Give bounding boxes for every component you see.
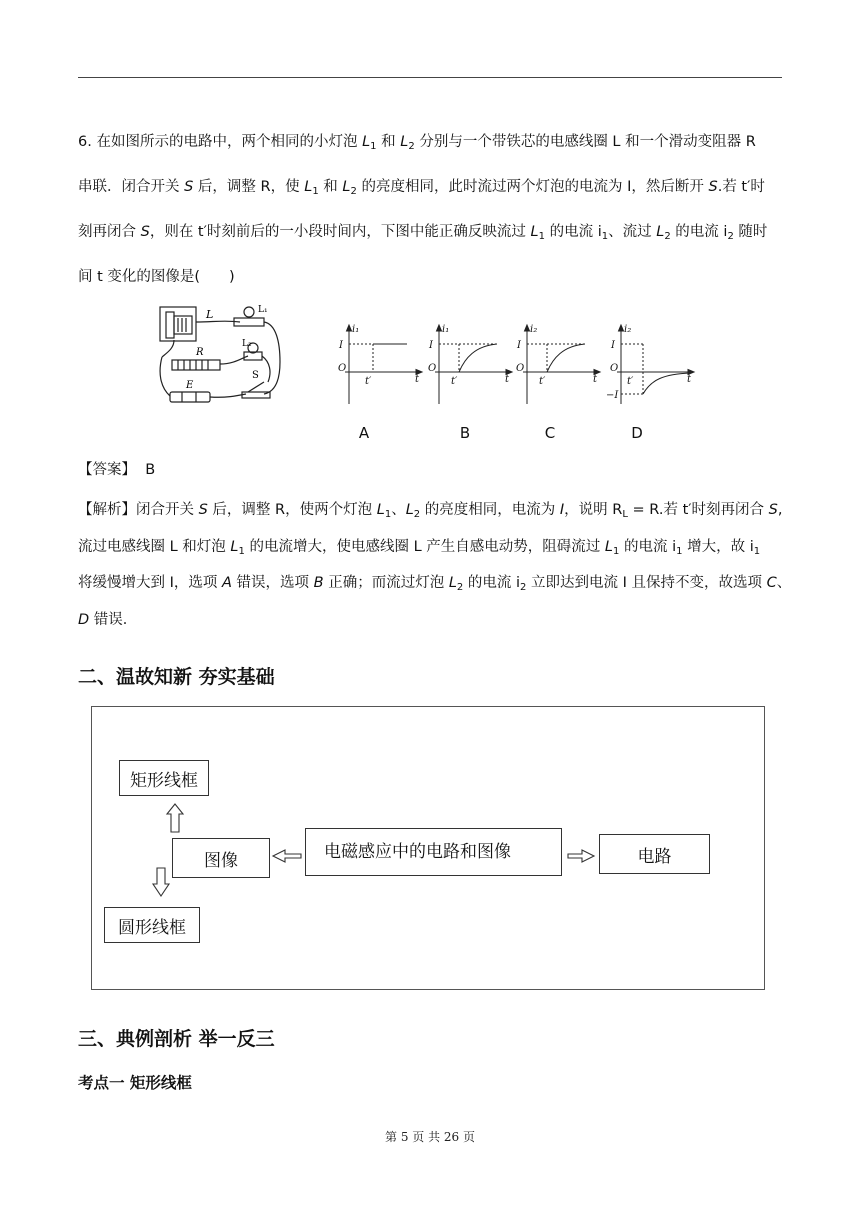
section-2-title: 二、温故知新 夯实基础 xyxy=(78,666,275,688)
box-circuit: 电路 xyxy=(599,834,710,874)
axis-I-d: I xyxy=(611,340,615,351)
label-L2: L₂ xyxy=(242,339,252,349)
answer-value: B xyxy=(145,462,156,478)
axis-i1-b: i₁ xyxy=(442,324,450,335)
axis-t-d: t xyxy=(687,374,692,385)
answer-label: 【答案】 xyxy=(78,462,136,478)
axis-i2-c: i₂ xyxy=(530,324,538,335)
axis-tp-c: t′ xyxy=(539,376,546,387)
answer xyxy=(78,460,784,480)
arrow-down xyxy=(153,868,169,896)
label-R: R xyxy=(196,347,204,358)
arrow-left xyxy=(273,850,301,862)
box-image: 图像 xyxy=(172,838,270,878)
analysis-line-4: D 错误． xyxy=(78,612,138,628)
axis-O-d: O xyxy=(610,363,619,374)
circuit-figure xyxy=(154,302,286,408)
arrow-up xyxy=(167,804,183,832)
point-1-title: 考点一 矩形线框 xyxy=(78,1074,192,1092)
axis-I-c: I xyxy=(517,340,521,351)
graph-b xyxy=(425,322,515,408)
option-c: C xyxy=(544,424,556,442)
axis-I-b: I xyxy=(429,340,433,351)
option-d: D xyxy=(631,424,643,442)
graph-a xyxy=(335,322,425,408)
axis-tp-d: t′ xyxy=(627,376,634,387)
axis-tp-a: t′ xyxy=(365,376,372,387)
question-line-4: 间 t 变化的图像是( ) xyxy=(78,269,235,285)
analysis-line-1: 【解析】闭合开关 S 后，调整 R，使两个灯泡 $L_1$、$L_2$ 的亮度相同，电流为 I，说明 $R_L = R$.若 t′时刻再闭合 S, xyxy=(78,502,783,520)
label-S: S xyxy=(252,370,259,381)
section-3-title: 三、典例剖析 举一反三 xyxy=(78,1028,275,1050)
box-circle-frame: 圆形线框 xyxy=(104,907,200,943)
axis-i2-d: i₂ xyxy=(624,324,632,335)
label-L1: L₁ xyxy=(258,305,268,315)
box-center: 电磁感应中的电路和图像 xyxy=(305,828,562,876)
axis-i1-a: i₁ xyxy=(352,324,360,335)
question-line-1: 6. 在如图所示的电路中，两个相同的小灯泡 $L_1$ 和 $L_2$ 分别与一个带铁芯的电感线圈 L 和一个滑动变阻器 R xyxy=(78,134,756,152)
diagram-arrows xyxy=(91,706,765,990)
analysis-line-3: 将缓慢增大到 I，选项 A 错误，选项 B 正确；而流过灯泡 $L_2$ 的电流 $i_2$ 立即达到电流 I 且保持不变，故选项 C、 xyxy=(78,575,792,593)
axis-t-a: t xyxy=(415,374,420,385)
box-rect-frame: 矩形线框 xyxy=(119,760,209,796)
axis-I-a: I xyxy=(339,340,343,351)
graph-d xyxy=(605,322,697,408)
label-E: E xyxy=(186,380,194,391)
graph-c xyxy=(513,322,603,408)
axis-t-c: t xyxy=(593,374,598,385)
arrow-right xyxy=(568,850,594,862)
axis-O-c: O xyxy=(516,363,525,374)
axis-O-a: O xyxy=(338,363,347,374)
option-a: A xyxy=(358,424,370,442)
label-L: L xyxy=(206,308,214,321)
question-line-2: 串联．闭合开关 S 后，调整 R，使 $L_1$ 和 $L_2$ 的亮度相同，此时流过两个灯泡的电流为 I，然后断开 S.若 t′时 xyxy=(78,179,765,197)
axis-O-b: O xyxy=(428,363,437,374)
axis-minusI-d: −I xyxy=(606,390,619,401)
axis-t-b: t xyxy=(505,374,510,385)
page-footer: 第 5 页 共 26 页 xyxy=(385,1130,475,1144)
axis-tp-b: t′ xyxy=(451,376,458,387)
analysis-line-2: 流过电感线圈 L 和灯泡 $L_1$ 的电流增大，使电感线圈 L 产生自感电动势，阻碍流过 $L_1$ 的电流 $i_1$ 增大，故 $i_1$ xyxy=(78,539,761,557)
option-b: B xyxy=(459,424,471,442)
header-rule xyxy=(78,77,782,78)
question-line-3: 刻再闭合 S，则在 t′时刻前后的一小段时间内，下图中能正确反映流过 $L_1$ 的电流 $i_1$、流过 $L_2$ 的电流 $i_2$ 随时 xyxy=(78,224,768,242)
